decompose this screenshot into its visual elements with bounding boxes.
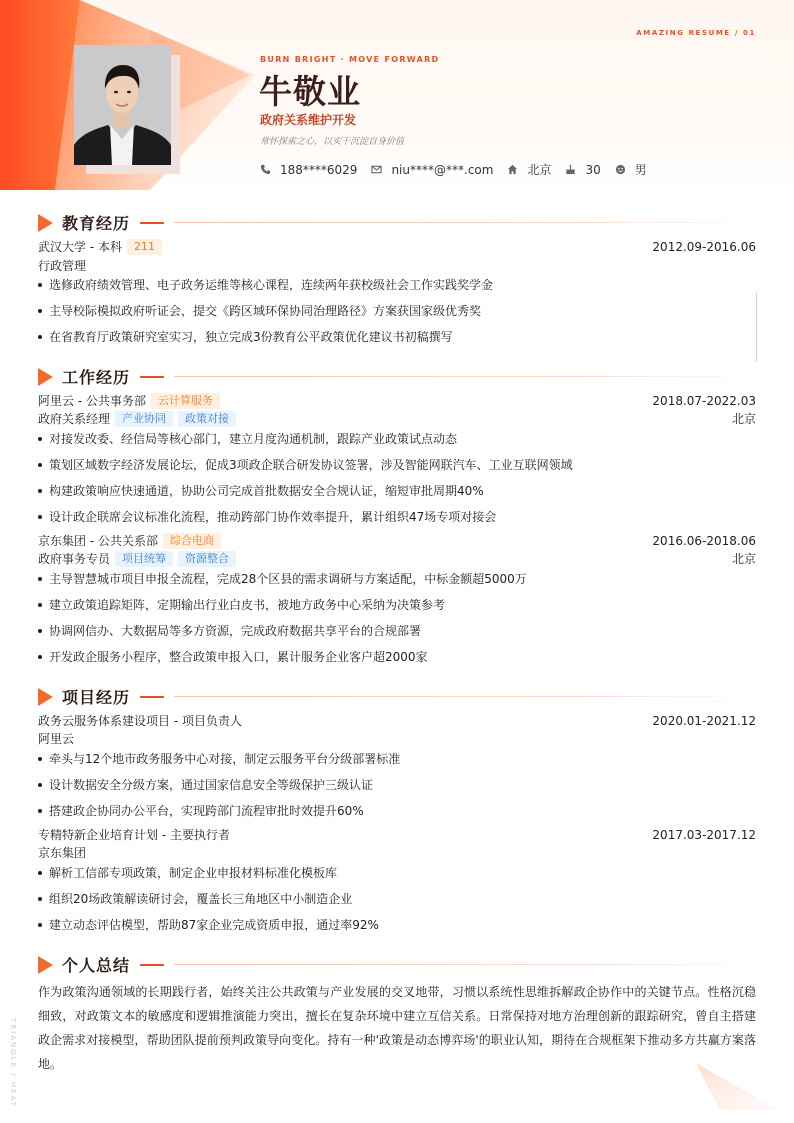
section-accent-dash (140, 222, 164, 224)
job-intention: 政府关系维护开发 (260, 113, 357, 127)
project-org: 阿里云 (38, 732, 75, 746)
gender-text: 男 (634, 163, 647, 177)
phone-text: 188****6029 (280, 162, 358, 177)
company-name: 京东集团 - 公共关系部 (38, 534, 158, 548)
list-item: 设计数据安全分级方案，通过国家信息安全等级保护三级认证 (38, 776, 756, 793)
list-item: 在省教育厅政策研究室实习，独立完成3份教育公平政策优化建议书初稿撰写 (38, 328, 756, 345)
side-accent-line (756, 292, 757, 362)
age-text: 30 (585, 162, 601, 177)
bullet-dot (38, 809, 42, 813)
smile-icon (615, 164, 626, 175)
list-item: 策划区域数字经济发展论坛，促成3项政企联合研发协议签署，涉及智能网联汽车、工业互联网领域 (38, 456, 756, 473)
education-header-row (38, 238, 756, 255)
email-text: niu****@***.com (391, 162, 494, 177)
candidate-name: 牛敬业 (259, 72, 361, 111)
bullet-dot (38, 283, 42, 287)
bullet-dot (38, 757, 42, 761)
phone-icon (260, 164, 271, 175)
major-name: 行政管理 (38, 259, 87, 273)
job-title: 政府关系经理 (38, 412, 111, 426)
project-date: 2017.03-2017.12 (652, 827, 756, 842)
section-heading: 项目经历 (62, 688, 131, 707)
corner-triangle-decoration (690, 1060, 780, 1115)
contact-city (507, 161, 551, 178)
contact-gender (615, 161, 647, 178)
bullet-dot (38, 897, 42, 901)
list-item: 对接发改委、经信局等核心部门，建立月度沟通机制，跟踪产业政策试点动态 (38, 430, 756, 447)
school-name: 武汉大学 - 本科 (38, 240, 122, 254)
section-divider (174, 376, 758, 377)
section-triangle-icon (38, 956, 53, 974)
cake-icon (565, 164, 576, 175)
project-org-row (38, 844, 756, 861)
bullet-dot (38, 489, 42, 493)
project-header-row (38, 826, 756, 843)
list-item: 主导智慧城市项目申报全流程，完成28个区县的需求调研与方案适配，中标金额超5000万 (38, 570, 756, 587)
list-item: 设计政企联席会议标准化流程，推动跨部门协作效率提升，累计组织47场专项对接会 (38, 508, 756, 525)
project-name: 政务云服务体系建设项目 - 项目负责人 (38, 714, 242, 728)
education-major-row (38, 257, 756, 274)
section-triangle-icon (38, 214, 53, 232)
bullet-dot (38, 603, 42, 607)
section-accent-dash (140, 964, 164, 966)
contact-email (371, 163, 493, 177)
list-item: 构建政策响应快速通道，协助公司完成首批数据安全合规认证，缩短审批周期40% (38, 482, 756, 499)
bullet-dot (38, 463, 42, 467)
bullet-dot (38, 437, 42, 441)
bullet-dot (38, 335, 42, 339)
section-triangle-icon (38, 688, 53, 706)
list-item: 组织20场政策解读研讨会，覆盖长三角地区中小制造企业 (38, 890, 756, 907)
company-tag: 综合电商 (163, 533, 221, 549)
job-city: 北京 (731, 412, 756, 426)
bullet-dot (38, 923, 42, 927)
section-accent-dash (140, 696, 164, 698)
section-accent-dash (140, 376, 164, 378)
project-name: 专精特新企业培育计划 - 主要执行者 (38, 828, 230, 842)
section-divider (174, 964, 758, 965)
company-tag: 云计算服务 (151, 393, 220, 409)
section-heading: 教育经历 (62, 214, 131, 233)
resume-page-tag: AMAZING RESUME / 01 (636, 29, 756, 37)
job-date: 2018.07-2022.03 (652, 393, 756, 408)
section-education-title (38, 211, 758, 234)
contact-bar (260, 161, 661, 178)
job-title-row (38, 550, 756, 567)
project-header-row (38, 712, 756, 729)
contact-age (565, 163, 600, 177)
section-triangle-icon (38, 368, 53, 386)
section-summary-title (38, 953, 758, 976)
job-title: 政府事务专员 (38, 552, 111, 566)
section-projects-title (38, 685, 758, 708)
skill-tag: 项目统筹 (115, 551, 173, 567)
job-date: 2016.06-2018.06 (652, 533, 756, 548)
job-header-row (38, 532, 756, 549)
slogan: BURN BRIGHT · MOVE FORWARD (260, 55, 440, 64)
company-name: 阿里云 - 公共事务部 (38, 394, 146, 408)
list-item: 牵头与12个地市政务服务中心对接，制定云服务平台分级部署标准 (38, 750, 756, 767)
job-title-row (38, 410, 756, 427)
skill-tag: 产业协同 (115, 411, 173, 427)
section-divider (174, 696, 758, 697)
education-date: 2012.09-2016.06 (652, 239, 756, 254)
home-icon (507, 164, 518, 175)
bullet-dot (38, 515, 42, 519)
profile-photo (74, 45, 171, 165)
list-item: 协调网信办、大数据局等多方资源，完成政府数据共享平台的合规部署 (38, 622, 756, 639)
project-date: 2020.01-2021.12 (652, 713, 756, 728)
list-item: 建立动态评估模型，帮助87家企业完成资质申报，通过率92% (38, 916, 756, 933)
section-heading: 个人总结 (62, 956, 131, 975)
bullet-dot (38, 871, 42, 875)
section-heading: 工作经历 (62, 368, 131, 387)
skill-tag: 政策对接 (178, 411, 236, 427)
bullet-dot (38, 655, 42, 659)
bullet-dot (38, 783, 42, 787)
list-item: 解析工信部专项政策，制定企业申报材料标准化模板库 (38, 864, 756, 881)
mail-icon (371, 164, 382, 175)
section-divider (174, 222, 758, 223)
bullet-dot (38, 629, 42, 633)
side-watermark-text: TRIANGLE / HEAT (9, 1018, 17, 1108)
list-item: 选修政府绩效管理、电子政务运维等核心课程，连续两年获校级社会工作实践奖学金 (38, 276, 756, 293)
city-text: 北京 (527, 163, 552, 177)
job-city: 北京 (731, 552, 756, 566)
summary-text: 作为政策沟通领域的长期践行者，始终关注公共政策与产业发展的交叉地带，习惯以系统性思维拆解政企协作中的关键节点。性格沉稳细致，对政策文本的敏感度和逻辑推演能力突出，擅长在复杂环境中建立互信关系。日常保持对地方治理创新的跟踪研究，曾自主搭建政企需求对接模型，帮助团队提前预判政策导向变化。持有一种'政策是动态博弈场'的职业认知，期待在合规框架下推动多方共赢方案落地。 (38, 985, 756, 1071)
skill-tag: 资源整合 (178, 551, 236, 567)
school-tag: 211 (127, 239, 162, 255)
bullet-dot (38, 577, 42, 581)
project-org: 京东集团 (38, 846, 87, 860)
section-work-title (38, 365, 758, 388)
list-item: 开发政企服务小程序，整合政策申报入口，累计服务企业客户超2000家 (38, 648, 756, 665)
list-item: 主导校际模拟政府听证会，提交《跨区域环保协同治理路径》方案获国家级优秀奖 (38, 302, 756, 319)
job-header-row (38, 392, 756, 409)
avatar-illustration (74, 45, 171, 165)
contact-phone (260, 163, 357, 177)
list-item: 搭建政企协同办公平台，实现跨部门流程审批时效提升60% (38, 802, 756, 819)
bullet-dot (38, 309, 42, 313)
motto: 常怀探索之心，以实干沉淀自身价值 (260, 137, 405, 147)
project-org-row (38, 730, 756, 747)
list-item: 建立政策追踪矩阵，定期输出行业白皮书，被地方政务中心采纳为决策参考 (38, 596, 756, 613)
